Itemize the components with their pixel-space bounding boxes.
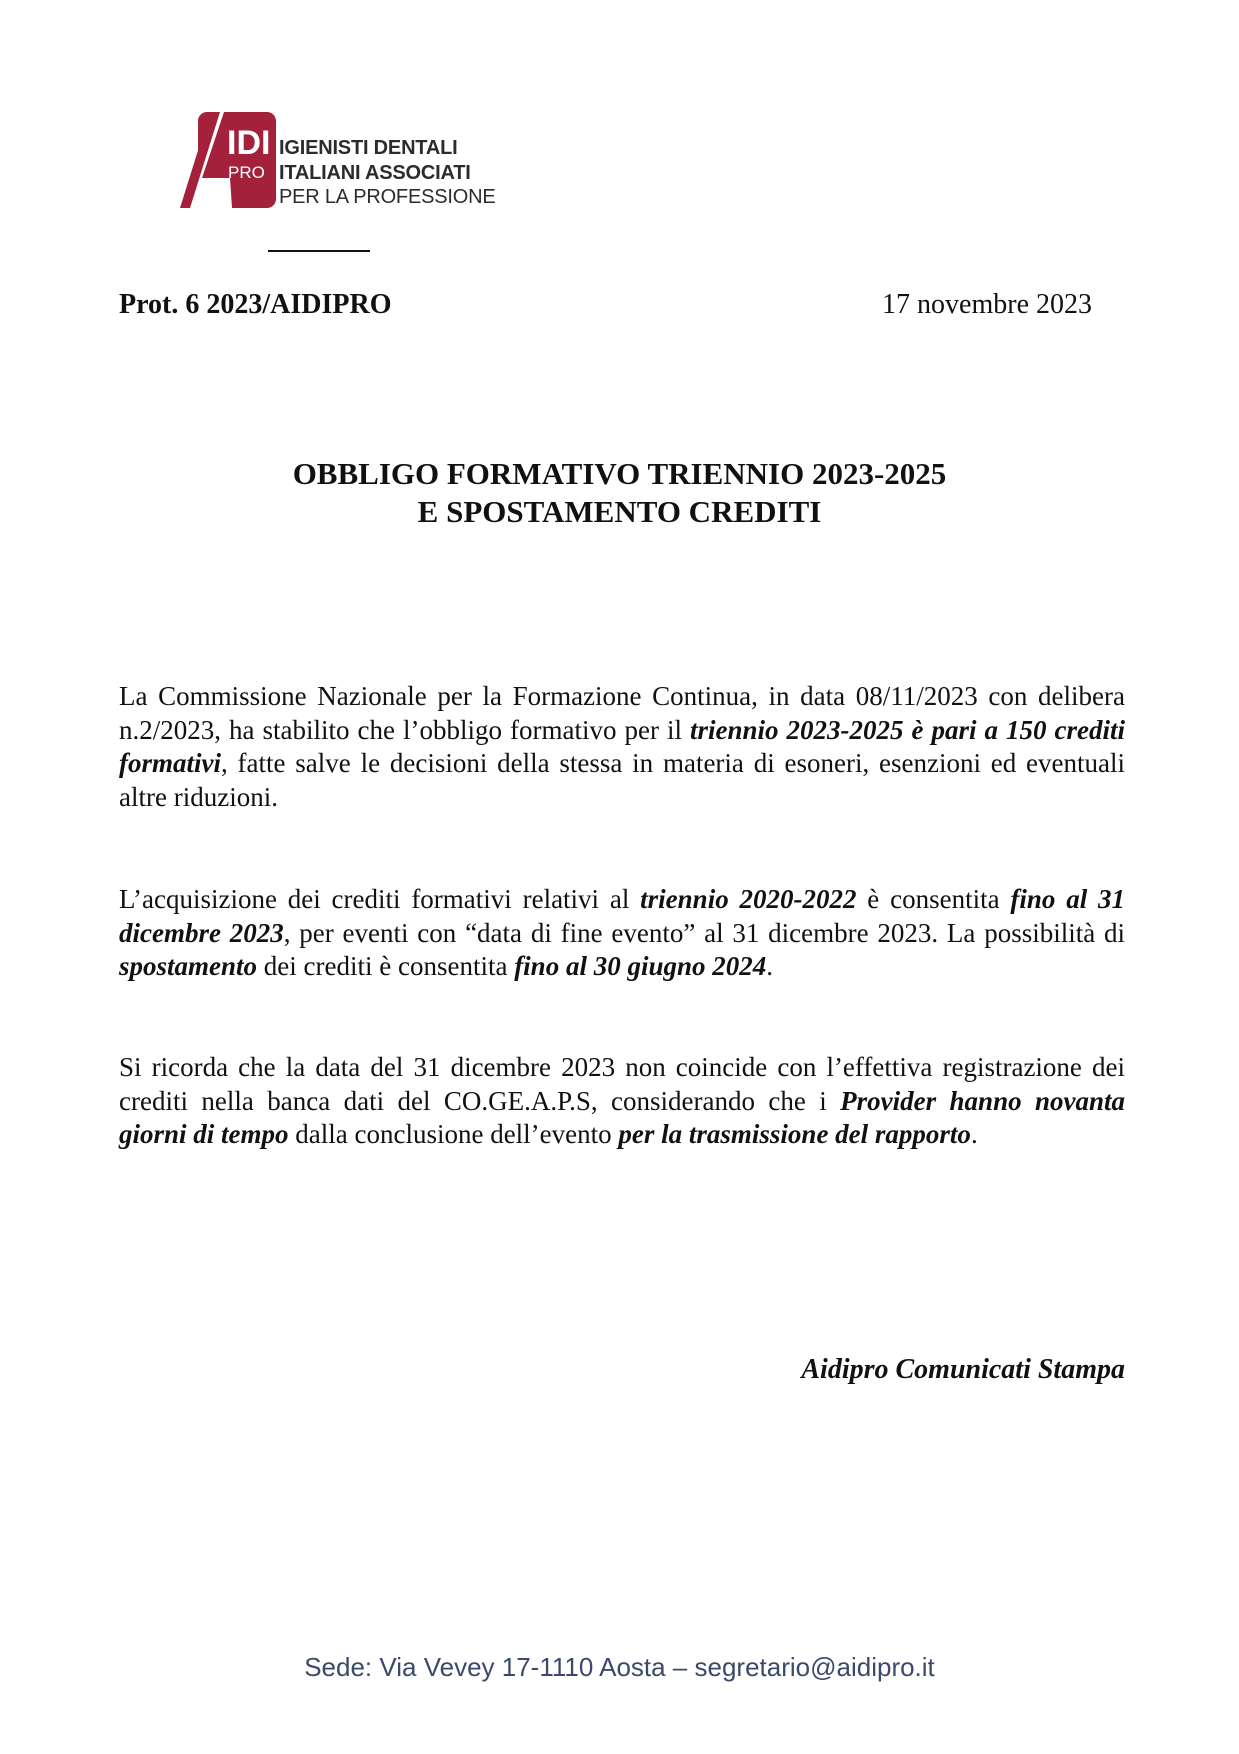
title-line-2: E SPOSTAMENTO CREDITI bbox=[417, 494, 822, 529]
protocol-number: Prot. 6 2023/AIDIPRO bbox=[119, 289, 392, 320]
p2-text-2: è consentita bbox=[856, 884, 1011, 914]
paragraph-credit-acquisition bbox=[119, 883, 1125, 984]
p2-emphasis-1: triennio 2020-2022 bbox=[640, 884, 857, 914]
aidipro-logo bbox=[180, 112, 496, 212]
title-line-1: OBBLIGO FORMATIVO TRIENNIO 2023-2025 bbox=[292, 456, 947, 491]
p1-text-2: , fatte salve le decisioni della stessa in materia di esoneri, esenzioni ed eventuali altre riduzioni. bbox=[119, 748, 1125, 812]
footer-address: Sede: Via Vevey 17-1110 Aosta – segretario@aidipro.it bbox=[304, 1652, 935, 1682]
p2-emphasis-2: fino al 31 dicembre 2023 bbox=[119, 884, 1125, 948]
p2-text-4: dei crediti è consentita bbox=[257, 951, 515, 981]
p3-emphasis-2: per la trasmissione del rapporto bbox=[618, 1119, 971, 1149]
p3-text-3: . bbox=[970, 1119, 978, 1149]
p2-text-1: L’acquisizione dei crediti formativi relativi al bbox=[119, 884, 641, 914]
paragraph-registration-note bbox=[119, 1051, 1125, 1152]
signature: Aidipro Comunicati Stampa bbox=[801, 1354, 1125, 1385]
p2-emphasis-4: fino al 30 giugno 2024 bbox=[514, 951, 767, 981]
document-title bbox=[0, 455, 1239, 531]
logo-wordmark bbox=[279, 136, 495, 210]
logo-line-2: ITALIANI ASSOCIATI bbox=[279, 161, 471, 184]
logo-line-3: PER LA PROFESSIONE bbox=[279, 186, 496, 208]
p3-text-2: dalla conclusione dell’evento bbox=[288, 1119, 619, 1149]
header-divider bbox=[268, 250, 370, 252]
aidipro-logo-mark bbox=[180, 112, 276, 208]
p1-text-1: La Commissione Nazionale per la Formazione Continua, in data 08/11/2023 con delibera n.2/2023, ha stabilito che l’obbligo formativo per il bbox=[119, 681, 1125, 745]
paragraph-training-obligation bbox=[119, 680, 1125, 814]
logo-mark-main: IDI bbox=[227, 124, 271, 162]
p3-emphasis-1: Provider hanno novanta giorni di tempo bbox=[119, 1085, 1125, 1149]
p2-text-3: , per eventi con “data di fine evento” al 31 dicembre 2023. La possibilità di bbox=[283, 917, 1125, 948]
p3-text-1: Si ricorda che la data del 31 dicembre 2023 non coincide con l’effettiva registrazione dei crediti nella banca dati del CO.GE.A.P.S, considerando che i bbox=[119, 1052, 1125, 1116]
p1-emphasis-1: triennio 2023-2025 è pari a 150 crediti formativi bbox=[119, 714, 1125, 778]
document-date: 17 novembre 2023 bbox=[882, 289, 1092, 320]
p2-text-5: . bbox=[766, 951, 773, 981]
p2-emphasis-3: spostamento bbox=[119, 951, 258, 981]
logo-line-1: IGIENISTI DENTALI bbox=[279, 137, 458, 159]
logo-mark-sub: PRO bbox=[228, 163, 265, 182]
